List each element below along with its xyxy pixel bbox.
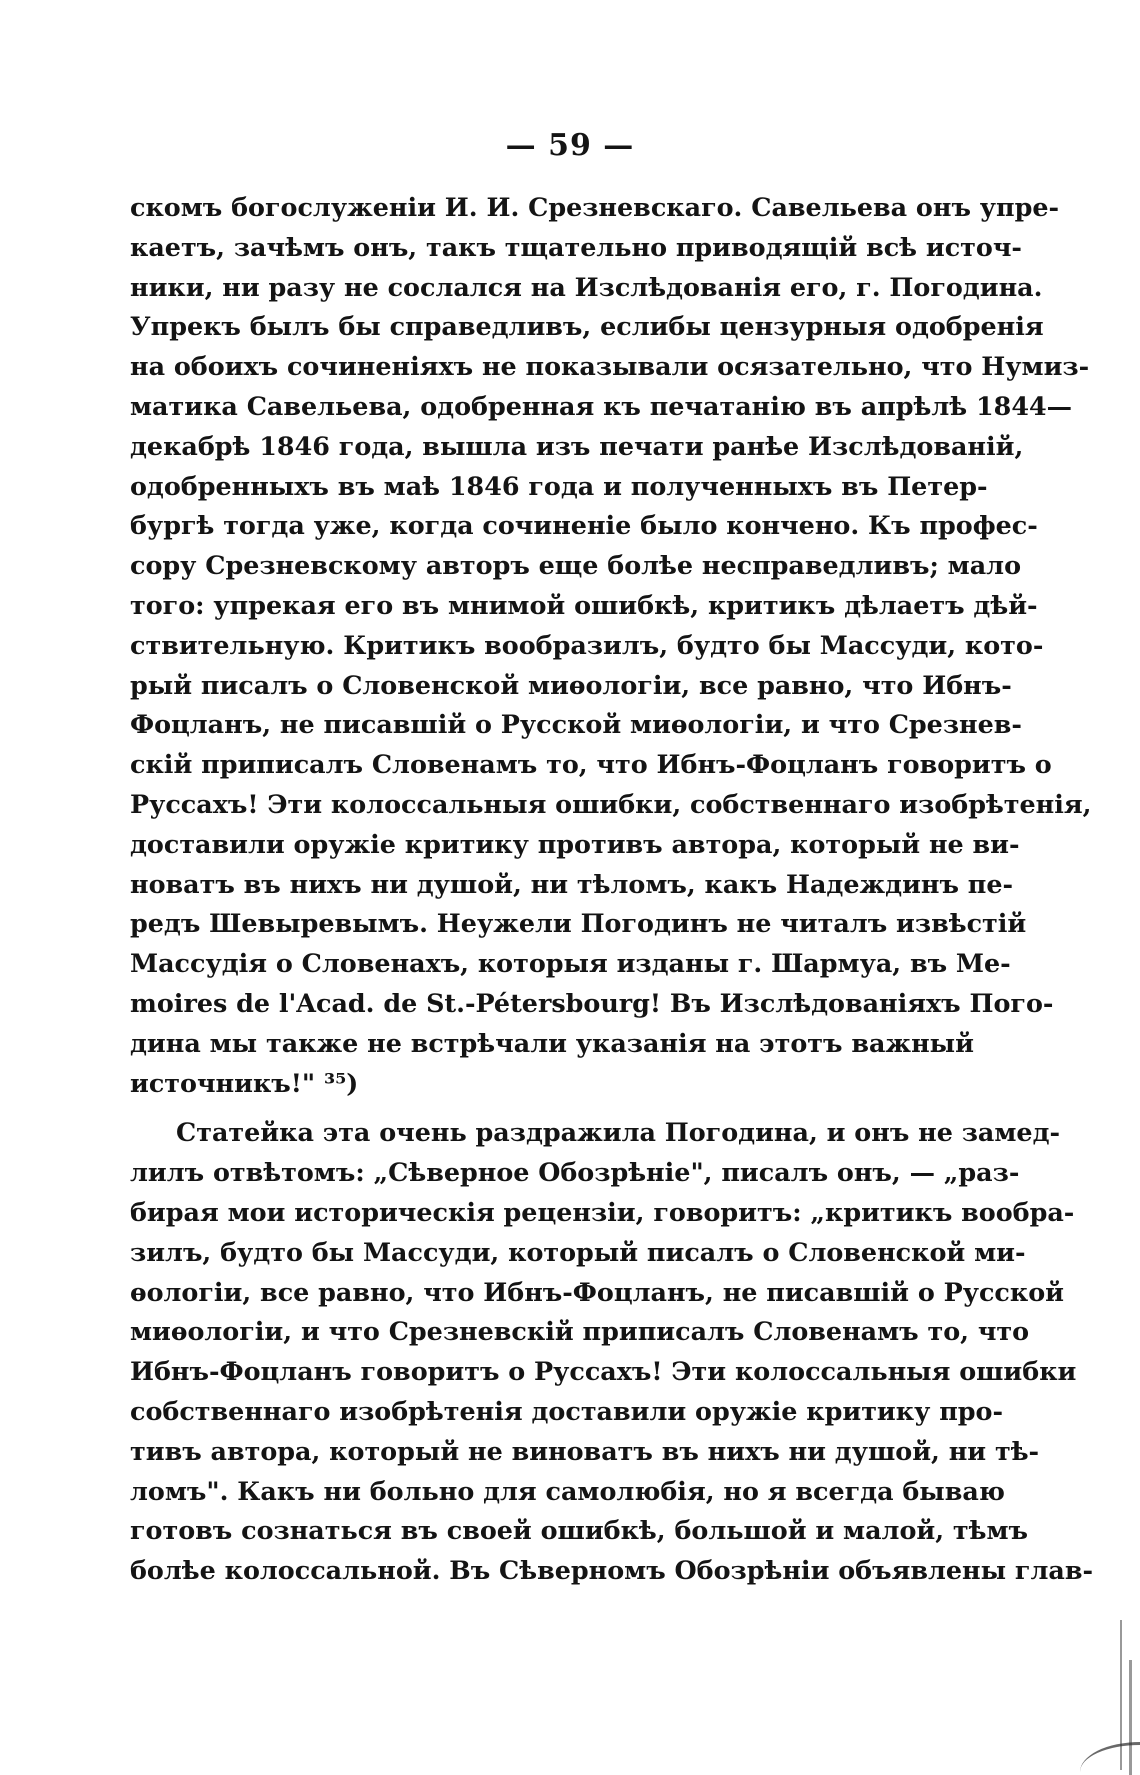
paragraph-2	[130, 1113, 1094, 1591]
text-line: болѣе колоссальной. Въ Сѣверномъ Обозрѣніи объявлены глав-	[130, 1555, 1094, 1586]
text-line: каетъ, зачѣмъ онъ, такъ тщательно приводящій всѣ источ-	[130, 231, 1022, 262]
text-line: Ибнъ-Фоцланъ говоритъ о Руссахъ! Эти колоссальныя ошибки	[130, 1356, 1077, 1387]
text-line: декабрѣ 1846 года, вышла изъ печати ранѣе Изслѣдованій,	[130, 430, 1024, 461]
text-line: Упрекъ былъ бы справедливъ, еслибы цензурныя одобренія	[130, 311, 1044, 342]
text-line: зилъ, будто бы Массуди, который писалъ о Словенской ми-	[130, 1236, 1026, 1267]
text-line: новатъ въ нихъ ни душой, ни тѣломъ, какъ Надеждинъ пе-	[130, 868, 1014, 899]
text-line: бургѣ тогда уже, когда сочиненіе было кончено. Къ профес-	[130, 510, 1038, 541]
text-line: тивъ автора, который не виноватъ въ нихъ ни душой, ни тѣ-	[130, 1435, 1040, 1466]
text-line: Руссахъ! Эти колоссальныя ошибки, собственнаго изобрѣтенія,	[130, 788, 1092, 819]
paragraph-gap	[130, 1103, 955, 1113]
text-line: на обоихъ сочиненіяхъ не показывали осязательно, что Нумиз-	[130, 351, 1090, 382]
page-corner-curl	[1080, 1742, 1140, 1775]
text-line: матика Савельева, одобренная къ печатанію въ апрѣлѣ 1844—	[130, 390, 1073, 421]
text-line: ломъ". Какъ ни больно для самолюбія, но я всегда бываю	[130, 1475, 1005, 1506]
text-line: одобренныхъ въ маѣ 1846 года и полученныхъ въ Петер-	[130, 470, 988, 501]
text-line: скомъ богослуженіи И. И. Срезневскаго. Савельева онъ упре-	[130, 192, 1060, 222]
text-line: дина мы также не встрѣчали указанія на этотъ важный	[130, 1027, 974, 1058]
paragraph-1	[130, 188, 1092, 1103]
text-line: собственнаго изобрѣтенія доставили оружіе критику про-	[130, 1395, 1004, 1426]
text-line: того: упрекая его въ мнимой ошибкѣ, критикъ дѣлаетъ дѣй-	[130, 589, 1038, 620]
text-line: лилъ отвѣтомъ: „Сѣверное Обозрѣніе", писалъ онъ, — „раз-	[130, 1157, 1020, 1188]
text-line: готовъ сознаться въ своей ошибкѣ, большой и малой, тѣмъ	[130, 1515, 1029, 1546]
page-number: — 59 —	[505, 128, 635, 163]
text-line: скій приписалъ Словенамъ то, что Ибнъ-Фоцланъ говоритъ о	[130, 749, 1052, 780]
text-line: ствительную. Критикъ вообразилъ, будто бы Массуди, кото-	[130, 629, 1044, 660]
text-line: источникъ!" ³⁵)	[130, 1067, 359, 1098]
text-line: ѳологіи, все равно, что Ибнъ-Фоцланъ, не писавшій о Русской	[130, 1276, 1064, 1307]
text-line: бирая мои историческія рецензіи, говоритъ: „критикъ вообра-	[130, 1196, 1075, 1227]
text-line: Фоцланъ, не писавшій о Русской миѳологіи, и что Срезнев-	[130, 709, 1022, 740]
text-line: редъ Шевыревымъ. Неужели Погодинъ не читалъ извѣстій	[130, 908, 1027, 939]
text-line: Массудія о Словенахъ, которыя изданы г. Шармуа, въ Me-	[130, 948, 1011, 979]
text-line: рый писалъ о Словенской миѳологіи, все равно, что Ибнъ-	[130, 669, 1012, 700]
text-line: сору Срезневскому авторъ еще болѣе несправедливъ; мало	[130, 550, 1022, 581]
text-line: доставили оружіе критику противъ автора, который не ви-	[130, 828, 1020, 859]
text-line: Статейка эта очень раздражила Погодина, и онъ не замед-	[176, 1117, 1061, 1148]
text-line: миѳологіи, и что Срезневскій приписалъ Словенамъ то, что	[130, 1316, 1030, 1347]
body-text	[130, 188, 1094, 1591]
text-line: ники, ни разу не сослался на Изслѣдованія его, г. Погодина.	[130, 271, 1043, 302]
text-line: moires de l'Acad. de St.-Pétersbourg! Въ Изслѣдованіяхъ Пого-	[130, 987, 1054, 1018]
